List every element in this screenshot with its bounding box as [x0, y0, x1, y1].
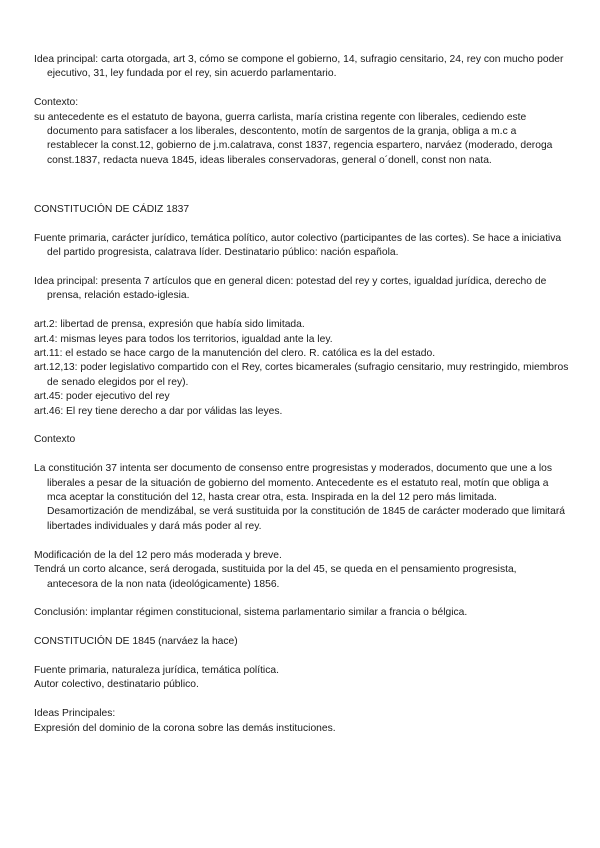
heading-contexto-1837: Contexto — [34, 434, 76, 446]
article-46: art.46: El rey tiene derecho a dar por válidas las leyes. — [34, 405, 283, 417]
paragraph-autor-1845: Autor colectivo, destinatario público. — [34, 679, 199, 691]
paragraph-conclusion: Conclusión: implantar régimen constitucional, sistema parlamentario similar a francia o bélgica. — [34, 607, 468, 619]
article-45: art.45: poder ejecutivo del rey — [34, 391, 170, 403]
paragraph-alcance: Tendrá un corto alcance, será derogada, sustituida por la del 45, se queda en el pensamiento progresista, antecesora de la non nata (ideológicamente) 1856. — [34, 564, 517, 590]
section-title-1845: CONSTITUCIÓN DE 1845 (narváez la hace) — [34, 636, 238, 648]
article-12-13: art.12,13: poder legislativo compartido con el Rey, cortes bicamerales (sufragio censitario, muy restringido, miembros de senado elegidos por el rey). — [34, 362, 569, 388]
document-body — [34, 53, 570, 736]
paragraph-contexto-antecedente: su antecedente es el estatuto de bayona, guerra carlista, maría cristina regente con liberales, cediendo este documento para satisfacer a los liberales, descontento, motín de sargentos de la granja, obliga a m.c a restablecer la const.12, gobierno de j.m.calatrava, const 1837, regencia espartero, narváez (moderado, deroga const.1837, redacta nueva 1845, ideas liberales conservadoras, general o´donell, const non nata. — [34, 111, 553, 166]
article-4: art.4: mismas leyes para todos los territorios, igualdad ante la ley. — [34, 333, 333, 345]
section-title-1837: CONSTITUCIÓN DE CÁDIZ 1837 — [34, 204, 190, 216]
paragraph-fuente-1837: Fuente primaria, carácter jurídico, temática político, autor colectivo (participantes de las cortes). Se hace a iniciativa del partido progresista, calatrava líder. Destinatario público: nación española. — [34, 232, 562, 259]
paragraph-contexto-1837: La constitución 37 intenta ser documento de consenso entre progresistas y moderados, documento que une a los liberales a pesar de la situación de gobierno del momento. Antecedente es el estatuto real, motín que obliga a mca aceptar la constitución del 12, hasta crear otra, esta. Inspirada en la del 12 pero más limitada. Desamortización de mendizábal, se verá sustituida por la constitución de 1845 de carácter moderado que limitará libertades individuales y dará más poder al rey. — [34, 463, 565, 532]
paragraph-idea-principal-carta: Idea principal: carta otorgada, art 3, cómo se compone el gobierno, 14, sufragio censitario, 24, rey con mucho poder ejecutivo, 31, ley fundada por el rey, sin acuerdo parlamentario. — [34, 54, 564, 80]
article-11: art.11: el estado se hace cargo de la manutención del clero. R. católica es la del estado. — [34, 348, 436, 360]
paragraph-fuente-1845: Fuente primaria, naturaleza jurídica, temática política. — [34, 664, 279, 676]
paragraph-idea-principal-1837: Idea principal: presenta 7 artículos que en general dicen: potestad del rey y cortes, igualdad jurídica, derecho de prensa, relación estado-iglesia. — [34, 276, 547, 302]
heading-contexto: Contexto: — [34, 97, 79, 109]
article-2: art.2: libertad de prensa, expresión que había sido limitada. — [34, 319, 305, 331]
paragraph-dominio-corona: Expresión del dominio de la corona sobre las demás instituciones. — [34, 722, 336, 734]
heading-ideas-principales: Ideas Principales: — [34, 708, 116, 720]
paragraph-modificacion: Modificación de la del 12 pero más moderada y breve. — [34, 549, 282, 561]
